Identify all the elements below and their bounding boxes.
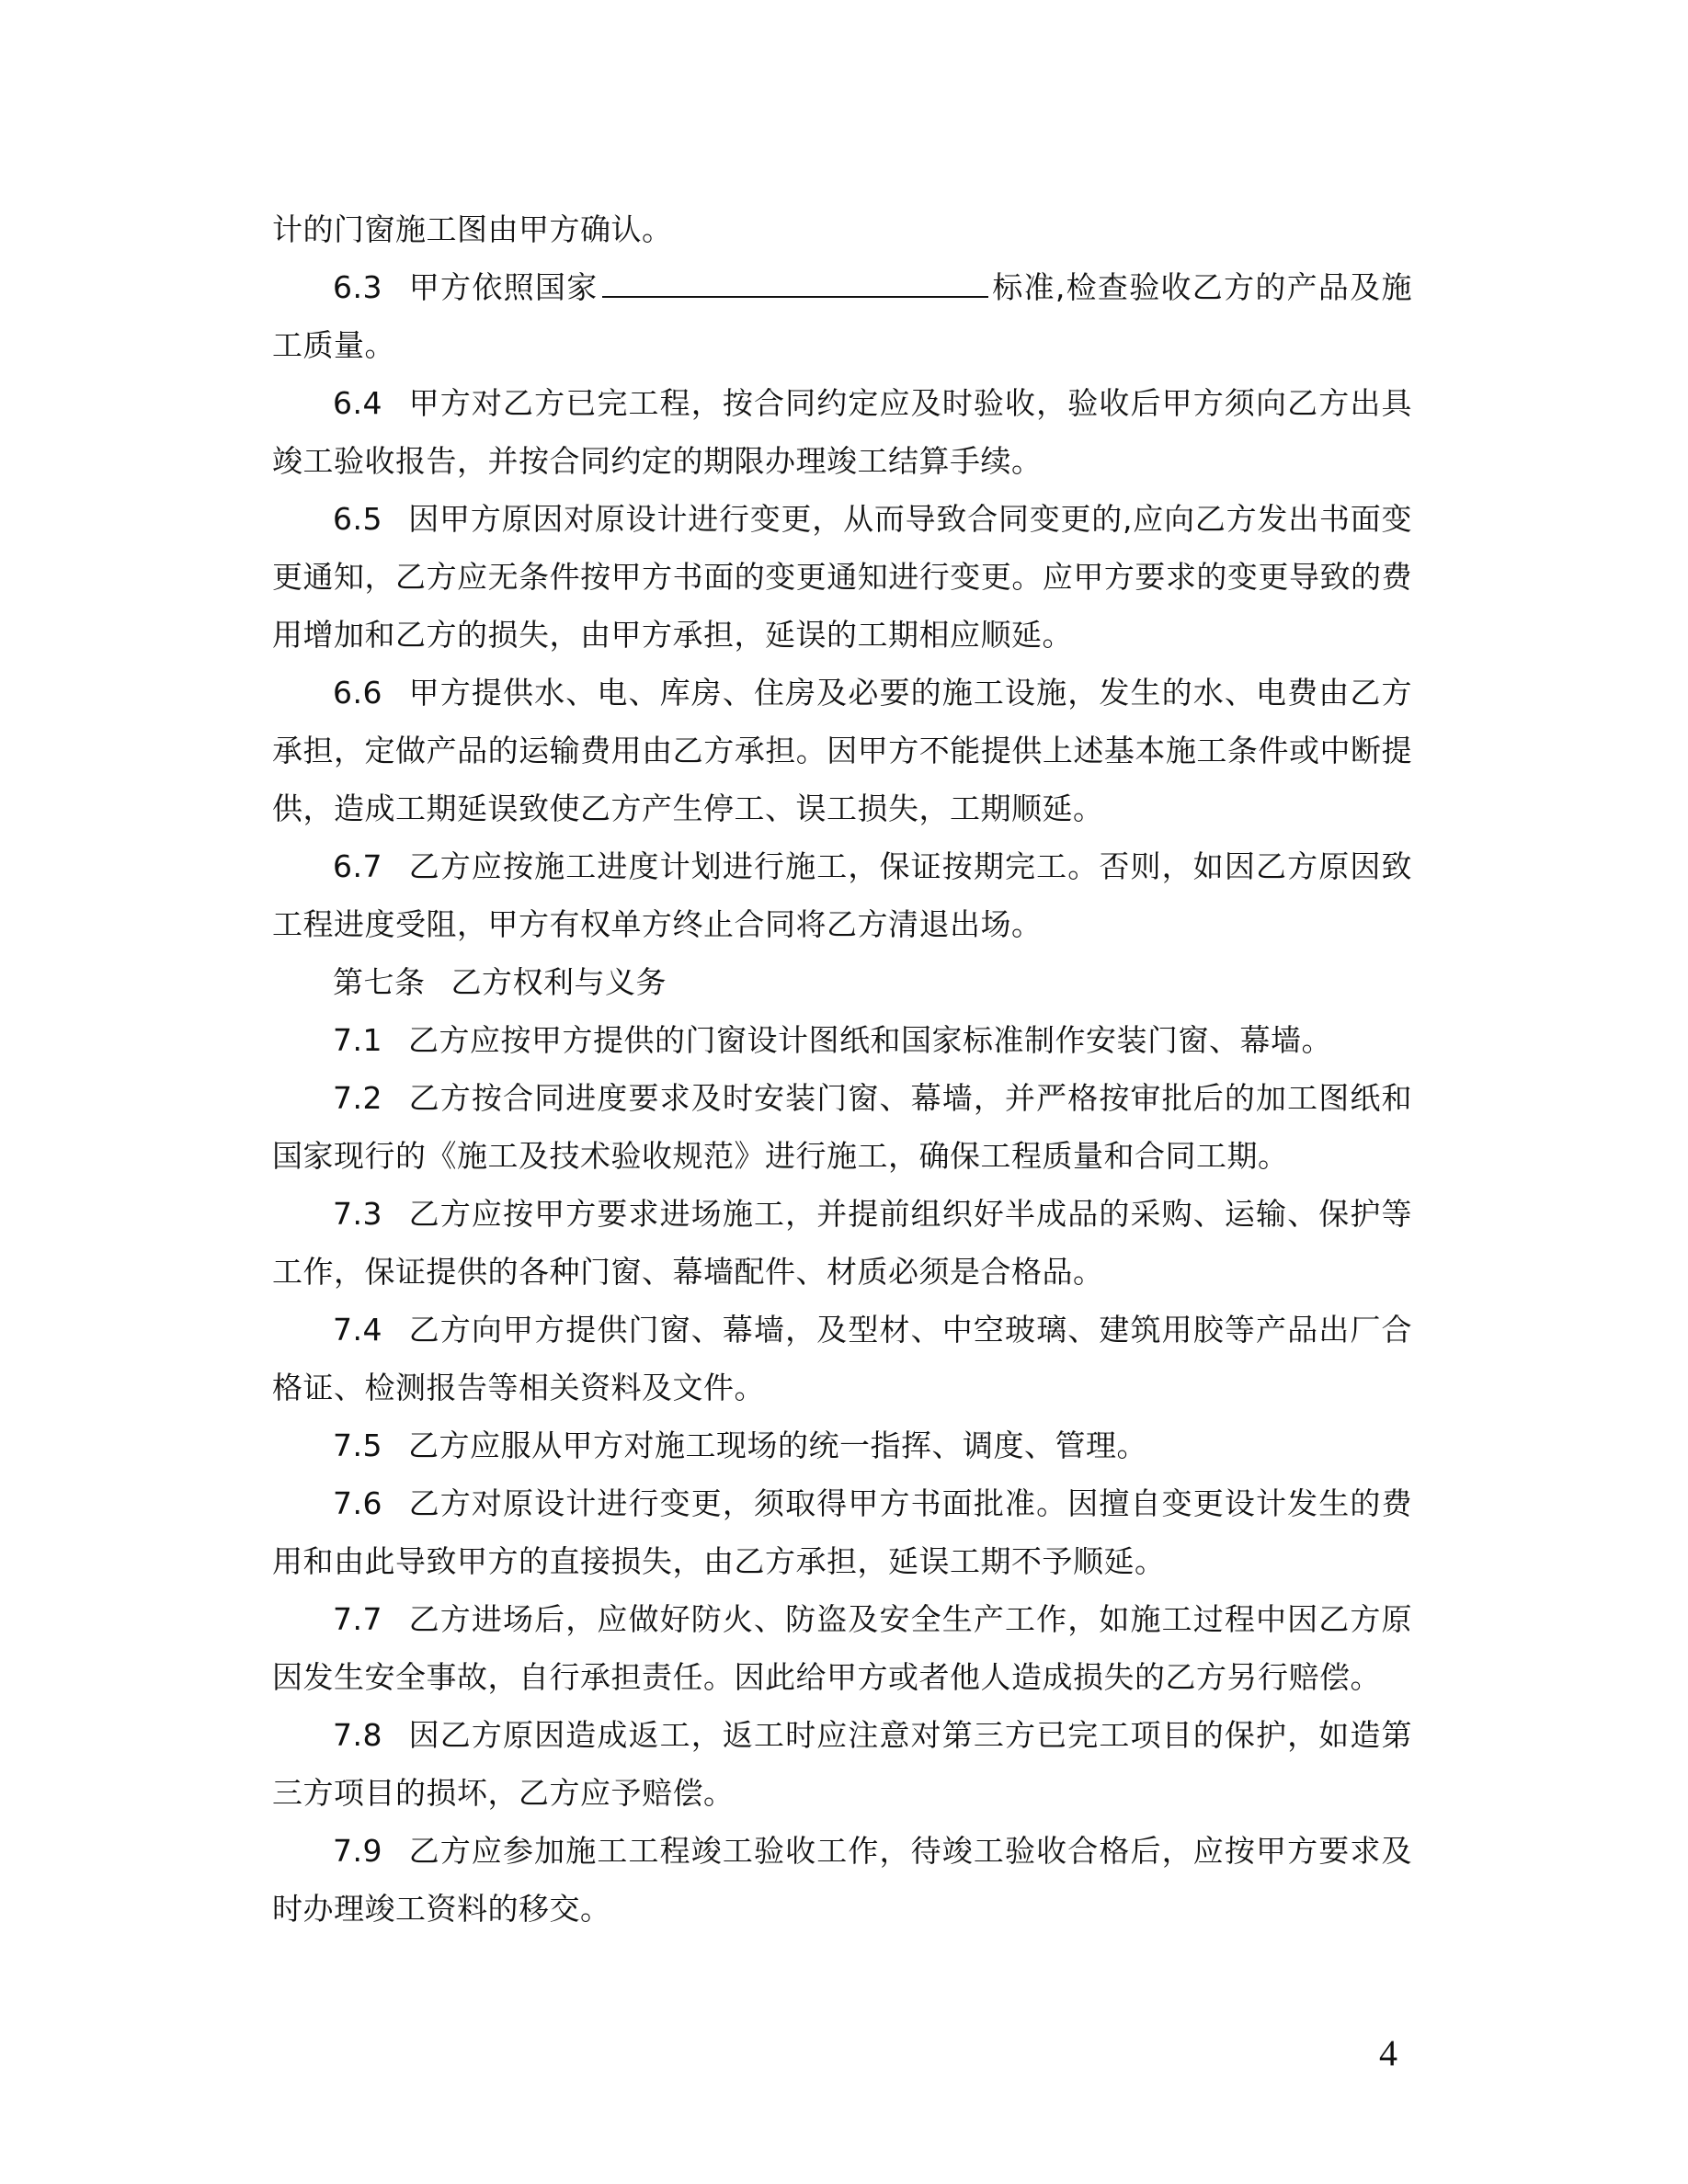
clause-7-4	[272, 1301, 1412, 1416]
document-body	[272, 200, 1412, 1938]
clause-7-7	[272, 1590, 1412, 1706]
clause-number: 7.9	[333, 1833, 382, 1869]
clause-text: 乙方应参加施工工程竣工验收工作，待竣工验收合格后，应按甲方要求及时办理竣工资料的移交。	[272, 1833, 1412, 1927]
clause-text: 因甲方原因对原设计进行变更，从而导致合同变更的,应向乙方发出书面变更通知，乙方应无条件按甲方书面的变更通知进行变更。应甲方要求的变更导致的费用增加和乙方的损失，由甲方承担，延误的工期相应顺延。	[272, 501, 1412, 653]
clause-text: 甲方提供水、电、库房、住房及必要的施工设施，发生的水、电费由乙方承担，定做产品的运输费用由乙方承担。因甲方不能提供上述基本施工条件或中断提供，造成工期延误致使乙方产生停工、误工损失，工期顺延。	[272, 675, 1412, 826]
clause-6-3	[272, 258, 1412, 374]
clause-text-before: 甲方依照国家	[407, 269, 599, 305]
clause-number: 7.6	[333, 1485, 382, 1521]
clause-text: 乙方应按甲方提供的门窗设计图纸和国家标准制作安装门窗、幕墙。	[407, 1022, 1332, 1058]
clause-7-1	[272, 1011, 1412, 1069]
clause-number: 6.6	[333, 675, 382, 711]
clause-number: 7.4	[333, 1312, 382, 1348]
fill-in-blank-line	[602, 268, 988, 298]
clause-text: 乙方应按施工进度计划进行施工，保证按期完工。否则，如因乙方原因致工程进度受阻，甲方有权单方终止合同将乙方清退出场。	[272, 848, 1412, 942]
clause-text: 乙方应按甲方要求进场施工，并提前组织好半成品的采购、运输、保护等工作，保证提供的各种门窗、幕墙配件、材质必须是合格品。	[272, 1196, 1412, 1290]
clause-text: 乙方对原设计进行变更，须取得甲方书面批准。因擅自变更设计发生的费用和由此导致甲方的直接损失，由乙方承担，延误工期不予顺延。	[272, 1485, 1412, 1579]
clause-number: 7.8	[333, 1717, 382, 1753]
clause-text: 甲方对乙方已完工程，按合同约定应及时验收，验收后甲方须向乙方出具竣工验收报告，并按合同约定的期限办理竣工结算手续。	[272, 385, 1412, 479]
clause-number: 7.1	[333, 1022, 382, 1058]
clause-text-after: 标准,检查验收乙方的产品及施工质量。	[272, 269, 1413, 363]
clause-text: 乙方应服从甲方对施工现场的统一指挥、调度、管理。	[407, 1428, 1147, 1463]
page-number: 4	[1379, 2032, 1397, 2074]
clause-number: 6.4	[333, 385, 382, 421]
clause-text: 乙方向甲方提供门窗、幕墙，及型材、中空玻璃、建筑用胶等产品出厂合格证、检测报告等相关资料及文件。	[272, 1312, 1412, 1405]
clause-7-3	[272, 1185, 1412, 1301]
clause-text: 乙方按合同进度要求及时安装门窗、幕墙，并严格按审批后的加工图纸和国家现行的《施工及技术验收规范》进行施工，确保工程质量和合同工期。	[272, 1080, 1412, 1174]
clause-7-9	[272, 1822, 1412, 1938]
clause-number: 7.3	[333, 1196, 382, 1232]
clause-number: 7.2	[333, 1080, 382, 1116]
paragraph-text: 计的门窗施工图由甲方确认。	[272, 211, 673, 247]
clause-6-7	[272, 837, 1412, 953]
clause-7-5	[272, 1416, 1412, 1474]
article-7-heading	[272, 953, 1412, 1011]
clause-6-6	[272, 664, 1412, 837]
clause-number: 7.5	[333, 1428, 382, 1463]
clause-7-6	[272, 1474, 1412, 1590]
clause-number: 6.3	[333, 269, 382, 305]
article-title: 乙方权利与义务	[451, 964, 667, 1000]
clause-number: 6.7	[333, 848, 382, 884]
clause-number: 7.7	[333, 1601, 382, 1637]
clause-6-5	[272, 490, 1412, 664]
clause-7-2	[272, 1069, 1412, 1185]
article-number: 第七条	[333, 964, 426, 1000]
clause-6-4	[272, 374, 1412, 490]
clause-7-8	[272, 1706, 1412, 1822]
clause-number: 6.5	[333, 501, 382, 537]
clause-text: 乙方进场后，应做好防火、防盗及安全生产工作，如施工过程中因乙方原因发生安全事故，自行承担责任。因此给甲方或者他人造成损失的乙方另行赔偿。	[272, 1601, 1412, 1695]
paragraph-continuation	[272, 200, 1412, 258]
clause-text: 因乙方原因造成返工，返工时应注意对第三方已完工项目的保护，如造第三方项目的损坏，乙方应予赔偿。	[272, 1717, 1412, 1811]
